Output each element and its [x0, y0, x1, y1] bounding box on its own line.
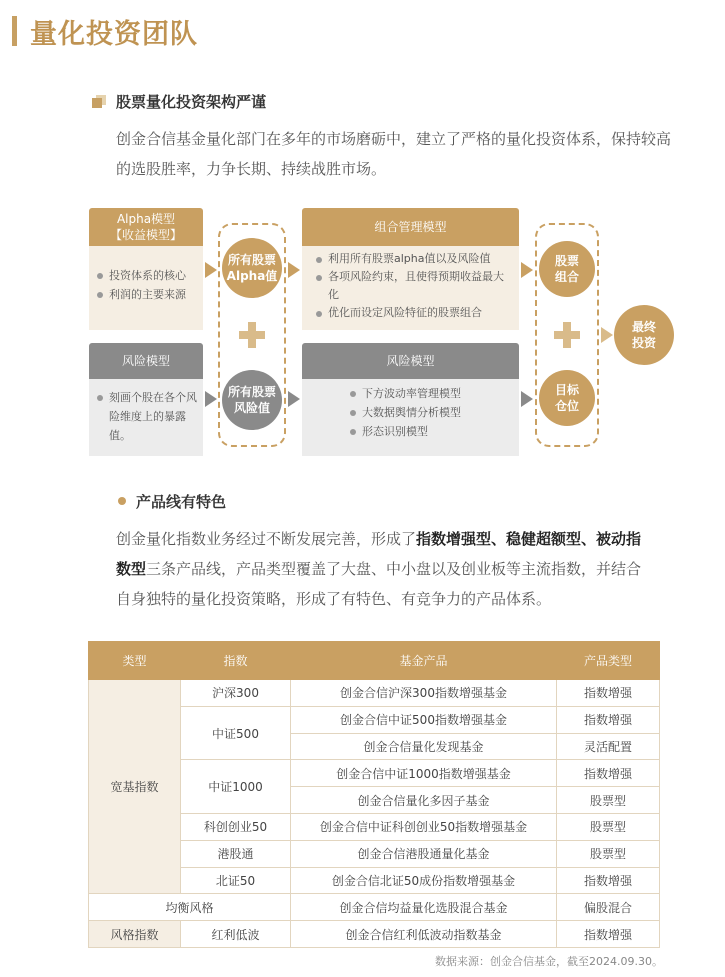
list-item: 形态识别模型	[348, 422, 511, 441]
page-title: 量化投资团队	[30, 19, 198, 50]
fund-cell: 创金合信中证500指数增强基金	[291, 706, 557, 733]
product-table	[88, 641, 660, 948]
product-line-paragraph: 创金量化指数业务经过不断发展完善，形成了指数增强型、稳健超额型、被动指数型三条产品线，产品类型覆盖了大盘、中小盘以及创业板等主流指数，并结合自身独特的量化投资策略，形成了有特色、有竞争力的产品体系。	[116, 530, 642, 608]
portfolio-model-body	[302, 246, 519, 330]
index-cell: 科创创业50	[181, 813, 291, 840]
list-item: 下方波动率管理模型	[348, 384, 511, 403]
fund-cell: 创金合信港股通量化基金	[291, 840, 557, 867]
ptype-cell: 指数增强	[557, 680, 660, 707]
list-item: 各项风险约束，且使得预期收益最大化	[314, 268, 511, 304]
risk-model-right-header: 风险模型	[302, 343, 519, 379]
fund-cell: 创金合信中证科创创业50指数增强基金	[291, 813, 557, 840]
section-title-product-line: 产品线有特色	[136, 493, 227, 511]
fund-cell: 创金合信红利低波动指数基金	[291, 921, 557, 948]
portfolio-model-header: 组合管理模型	[302, 208, 519, 246]
data-source-note: 数据来源：创金合信基金，截至2024.09.30。	[435, 955, 663, 968]
arrow-right-icon	[205, 391, 217, 407]
index-cell: 港股通	[181, 840, 291, 867]
alpha-model-body	[89, 246, 203, 330]
circle-stock-portfolio: 股票 组合	[539, 241, 595, 297]
list-item: 刻画个股在各个风险维度上的暴露值。	[95, 388, 199, 445]
fund-cell: 创金合信北证50成份指数增强基金	[291, 867, 557, 894]
table-row	[89, 921, 660, 948]
index-cell: 红利低波	[181, 921, 291, 948]
risk-model-left-body	[89, 379, 203, 456]
risk-model-left-header: 风险模型	[89, 343, 203, 379]
section-square-icon	[92, 95, 106, 109]
fund-cell: 创金合信量化多因子基金	[291, 787, 557, 814]
fund-cell: 创金合信量化发现基金	[291, 733, 557, 760]
index-cell: 沪深300	[181, 680, 291, 707]
ptype-cell: 股票型	[557, 787, 660, 814]
fund-cell: 创金合信中证1000指数增强基金	[291, 760, 557, 787]
column-header: 类型	[89, 642, 181, 680]
circle-final-investment: 最终 投资	[614, 305, 674, 365]
index-cell: 北证50	[181, 867, 291, 894]
fund-cell: 创金合信沪深300指数增强基金	[291, 680, 557, 707]
architecture-paragraph: 创金合信基金量化部门在多年的市场磨砺中，建立了严格的量化投资体系，保持较高的选股胜率，力争长期、持续战胜市场。	[116, 130, 672, 178]
ptype-cell: 指数增强	[557, 760, 660, 787]
index-cell: 中证500	[181, 706, 291, 760]
arrow-right-icon	[288, 262, 300, 278]
circle-all-stocks-alpha: 所有股票 Alpha值	[222, 238, 282, 298]
type-cell: 均衡风格	[89, 894, 291, 921]
ptype-cell: 指数增强	[557, 706, 660, 733]
alpha-model-header: Alpha模型 【收益模型】	[89, 208, 203, 246]
ptype-cell: 指数增强	[557, 867, 660, 894]
risk-model-right-body	[302, 379, 519, 456]
table-header-row	[89, 642, 660, 680]
fund-cell: 创金合信均益量化选股混合基金	[291, 894, 557, 921]
table-row	[89, 894, 660, 921]
arrow-right-icon	[521, 262, 533, 278]
plus-icon	[554, 322, 580, 348]
list-item: 优化而设定风险特征的股票组合	[314, 304, 511, 322]
type-cell: 风格指数	[89, 921, 181, 948]
column-header: 指数	[181, 642, 291, 680]
title-accent-bar	[12, 16, 17, 46]
arrow-right-icon	[601, 327, 613, 343]
arrow-right-icon	[521, 391, 533, 407]
index-cell: 中证1000	[181, 760, 291, 814]
plus-icon	[239, 322, 265, 348]
column-header: 基金产品	[291, 642, 557, 680]
ptype-cell: 股票型	[557, 813, 660, 840]
list-item: 利用所有股票alpha值以及风险值	[314, 250, 511, 268]
ptype-cell: 偏股混合	[557, 894, 660, 921]
arrow-right-icon	[288, 391, 300, 407]
circle-target-position: 目标 仓位	[539, 370, 595, 426]
table-row	[89, 680, 660, 707]
list-item: 投资体系的核心	[95, 266, 199, 285]
ptype-cell: 指数增强	[557, 921, 660, 948]
bullet-dot-icon	[118, 497, 126, 505]
list-item: 大数据舆情分析模型	[348, 403, 511, 422]
section-title-architecture: 股票量化投资架构严谨	[116, 93, 267, 111]
ptype-cell: 股票型	[557, 840, 660, 867]
arrow-right-icon	[205, 262, 217, 278]
circle-all-stocks-risk: 所有股票 风险值	[222, 370, 282, 430]
list-item: 利润的主要来源	[95, 285, 199, 304]
ptype-cell: 灵活配置	[557, 733, 660, 760]
type-cell: 宽基指数	[89, 680, 181, 894]
column-header: 产品类型	[557, 642, 660, 680]
